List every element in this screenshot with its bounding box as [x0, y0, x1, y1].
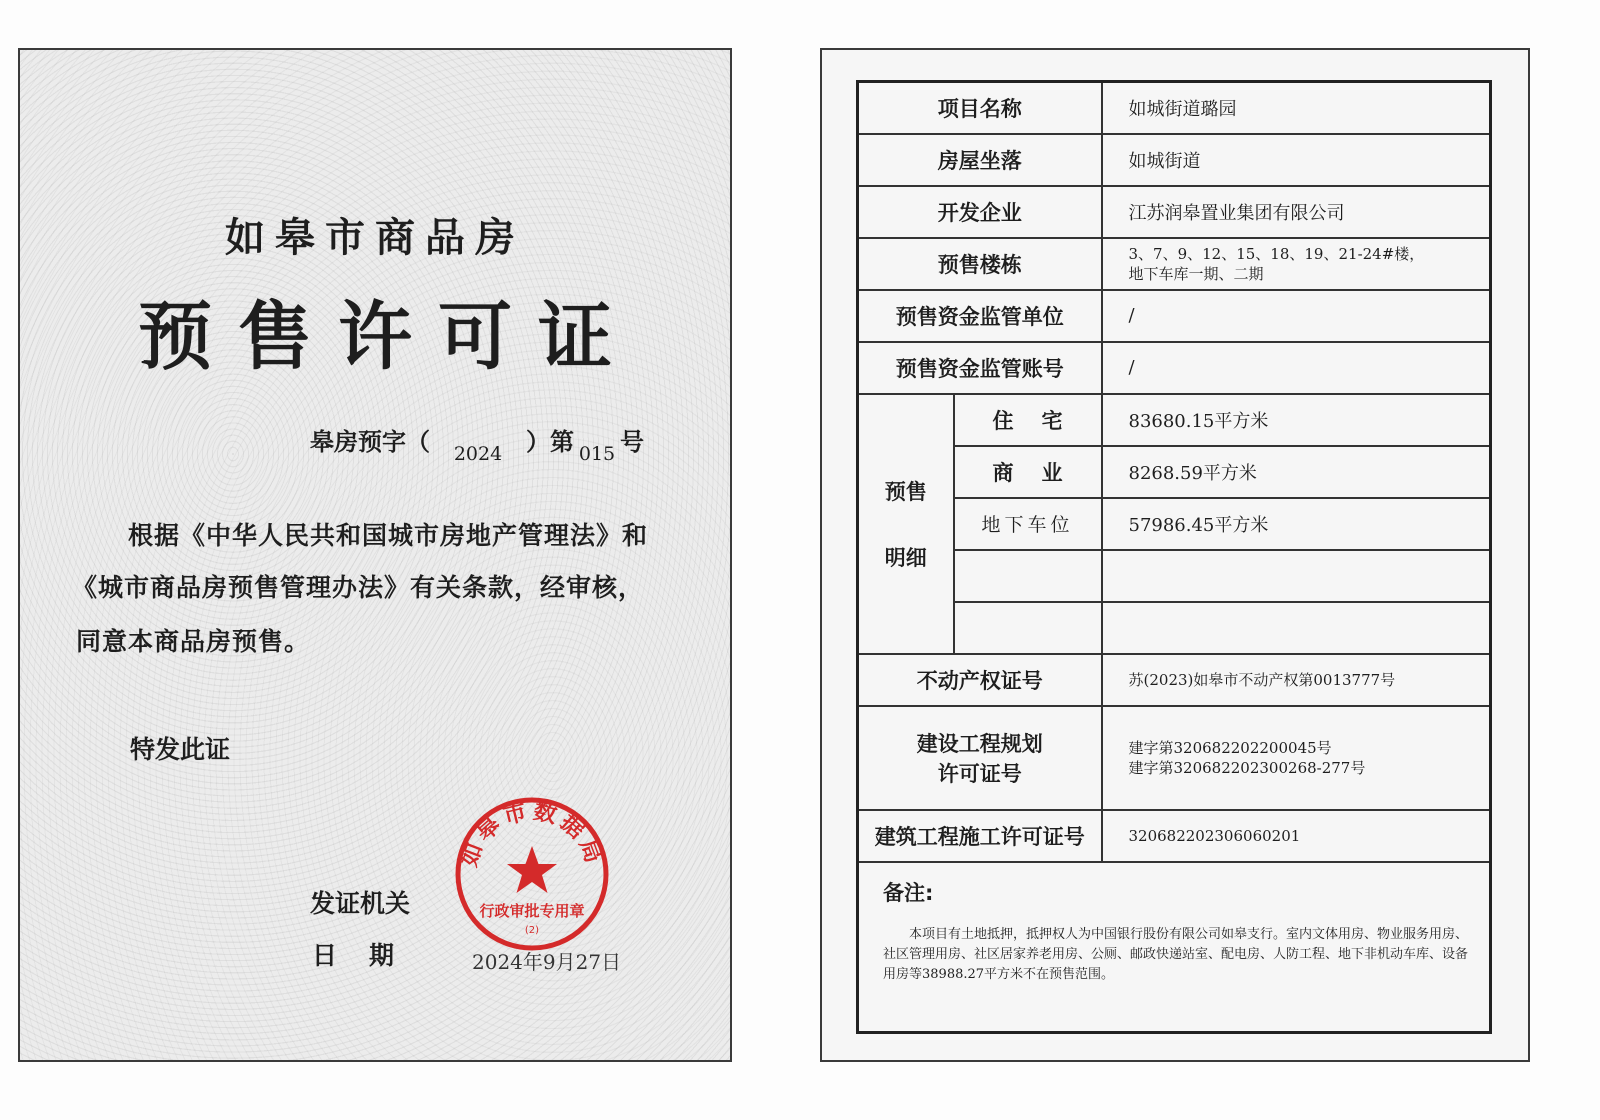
body-text-line: 根据《中华人民共和国城市房地产管理法》和: [128, 521, 649, 550]
row-label: 房屋坐落: [858, 134, 1102, 186]
row-label: 建筑工程施工许可证号: [858, 810, 1102, 862]
row-label: [858, 706, 1102, 810]
planning-permit-line: 建字第320682202200045号: [1128, 738, 1332, 757]
detail-type: 地下车位: [954, 498, 1102, 550]
remarks-cell: [858, 862, 1491, 1033]
table-row: [858, 290, 1491, 342]
issue-date: 2024年9月27日: [472, 950, 622, 974]
detail-area: 83680.15平方米: [1102, 394, 1491, 446]
row-label: 不动产权证号: [858, 654, 1102, 706]
property-cert-value: 苏(2023)如皋市不动产权第0013777号: [1102, 654, 1491, 706]
row-label-line: 许可证号: [937, 761, 1022, 786]
developer-value: 江苏润皋置业集团有限公司: [1102, 186, 1491, 238]
certificate-title: 预售许可证: [138, 294, 638, 380]
buildings-value: [1102, 238, 1491, 290]
project-name-value: 如城街道璐园: [1102, 82, 1491, 134]
remarks-text: 本项目有土地抵押，抵押权人为中国银行股份有限公司如皋支行。室内文体用房、物业服务用房、社区管理用房、社区居家养老用房、公厕、邮政快递站室、配电房、人防工程、地下非机动车库、设备用房等38988.27平方米不在预售范围。: [883, 926, 1469, 982]
empty-cell: [1102, 602, 1491, 654]
empty-cell: [954, 602, 1102, 654]
table-row: [858, 862, 1491, 1033]
table-row: [858, 238, 1491, 290]
number-middle: ）第: [526, 427, 574, 456]
body-text-line: 同意本商品房预售。: [76, 627, 311, 656]
buildings-line: 3、7、9、12、15、18、19、21-24#楼，: [1128, 244, 1425, 263]
row-label: 预售楼栋: [858, 238, 1102, 290]
detail-area: 57986.45平方米: [1102, 498, 1491, 550]
row-label-line: 建设工程规划: [916, 731, 1043, 756]
certificate-details-page: [820, 48, 1530, 1062]
date-label: 日期: [312, 941, 427, 970]
planning-permit-line: 建字第320682202300268-277号: [1128, 758, 1366, 777]
detail-label-line: 明细: [884, 545, 927, 570]
official-seal: [452, 794, 612, 954]
row-label: 项目名称: [858, 82, 1102, 134]
table-row: [858, 82, 1491, 134]
empty-cell: [1102, 550, 1491, 602]
number-prefix: 皋房预字（: [310, 427, 430, 456]
table-row: [858, 342, 1491, 394]
planning-permit-value: [1102, 706, 1491, 810]
seal-star-icon: [507, 846, 557, 893]
supervision-account-value: /: [1102, 342, 1491, 394]
table-row: [858, 186, 1491, 238]
table-row: [858, 706, 1491, 810]
seal-name: 如皋市数据局: [456, 798, 608, 871]
seal-number: (2): [524, 925, 540, 936]
detail-section-label: [858, 394, 954, 654]
number-serial: 015: [578, 443, 616, 465]
table-row: [858, 654, 1491, 706]
seal-purpose: 行政审批专用章: [479, 902, 585, 920]
table-row: [858, 134, 1491, 186]
location-value: 如城街道: [1102, 134, 1491, 186]
row-label: 开发企业: [858, 186, 1102, 238]
certificate-heading: 如皋市商品房: [225, 214, 525, 261]
remarks-label: 备注:: [883, 880, 934, 905]
issuer-label: 发证机关: [310, 889, 411, 918]
number-suffix: 号: [620, 427, 644, 456]
supervision-unit-value: /: [1102, 290, 1491, 342]
empty-cell: [954, 550, 1102, 602]
table-row: [858, 394, 1491, 446]
detail-type: 商业: [954, 446, 1102, 498]
detail-type: 住宅: [954, 394, 1102, 446]
row-label: 预售资金监管单位: [858, 290, 1102, 342]
issue-note: 特发此证: [130, 735, 231, 764]
details-table: [856, 80, 1492, 1034]
construction-permit-value: 320682202306060201: [1102, 810, 1491, 862]
body-text-line: 《城市商品房预售管理办法》有关条款，经审核，: [72, 573, 645, 602]
number-year: 2024: [453, 443, 503, 465]
detail-label-line: 预售: [884, 479, 927, 504]
detail-area: 8268.59平方米: [1102, 446, 1491, 498]
buildings-line: 地下车库一期、二期: [1128, 264, 1264, 283]
row-label: 预售资金监管账号: [858, 342, 1102, 394]
certificate-cover-page: [18, 48, 732, 1062]
certificate-number: [310, 422, 644, 465]
table-row: [858, 810, 1491, 862]
